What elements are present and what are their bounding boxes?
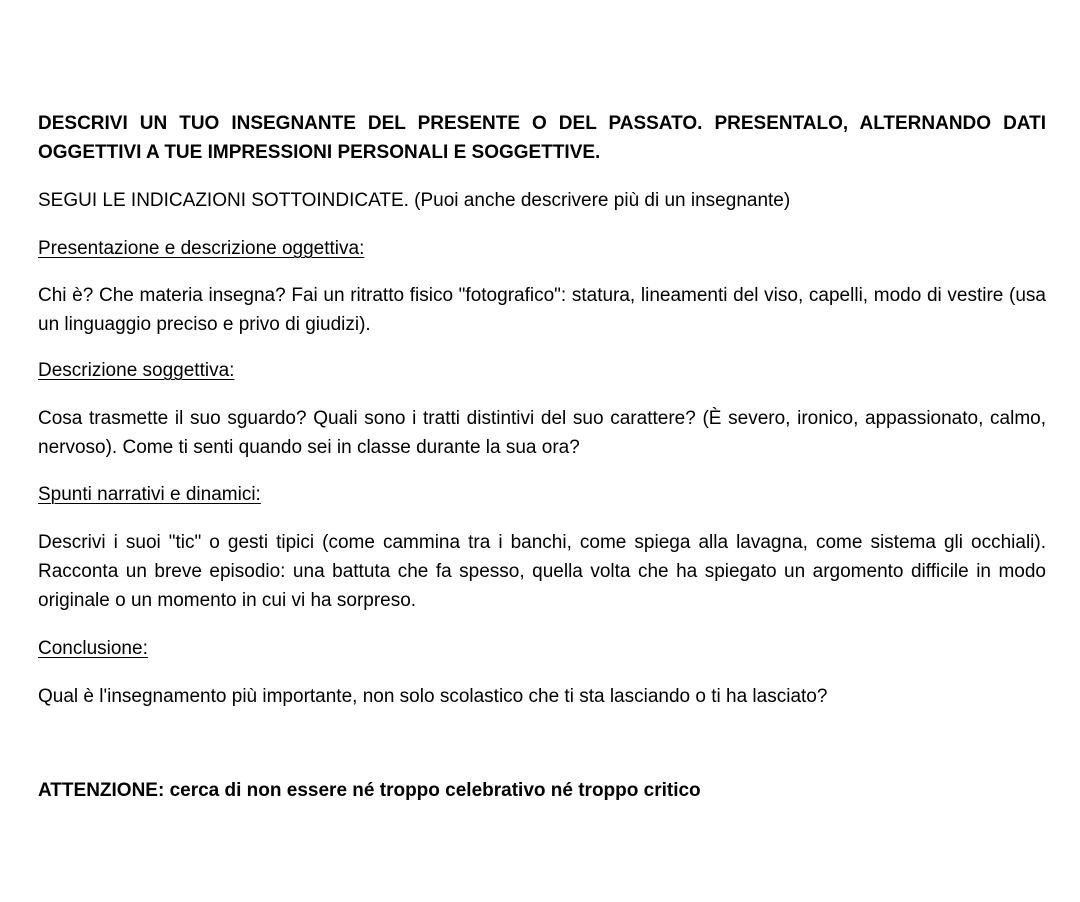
section-heading-narrative: Spunti narrativi e dinamici: — [38, 484, 261, 505]
section-body-narrative: Descrivi i suoi "tic" o gesti tipici (come cammina tra i banchi, come spiega alla lavagna, come sistema gli occhiali). Racconta un breve episodio: una battuta che fa spesso, quella volta che ha spiegato un argomento difficile in modo originale o un momento in cui vi ha sorpreso. — [38, 532, 1046, 611]
section-heading-objective: Presentazione e descrizione oggettiva: — [38, 238, 365, 259]
instructions-text: SEGUI LE INDICAZIONI SOTTOINDICATE. (Puoi anche descrivere più di un insegnante) — [38, 190, 791, 211]
warning-text: ATTENZIONE: cerca di non essere né troppo celebrativo né troppo critico — [38, 780, 701, 801]
section-body-subjective: Cosa trasmette il suo sguardo? Quali sono i tratti distintivi del suo carattere? (È severo, ironico, appassionato, calmo, nervoso). Come ti senti quando sei in classe durante la sua ora? — [38, 408, 1046, 458]
section-heading-conclusion: Conclusione: — [38, 638, 148, 659]
section-body-conclusion: Qual è l'insegnamento più importante, non solo scolastico che ti sta lasciando o ti ha lasciato? — [38, 686, 828, 707]
section-heading-subjective: Descrizione soggettiva: — [38, 360, 235, 381]
section-body-objective: Chi è? Che materia insegna? Fai un ritratto fisico "fotografico": statura, lineamenti del viso, capelli, modo di vestire (usa un linguaggio preciso e privo di giudizi). — [38, 285, 1046, 335]
document-title: DESCRIVI UN TUO INSEGNANTE DEL PRESENTE O DEL PASSATO. PRESENTALO, ALTERNANDO DATI OGGETTIVI A TUE IMPRESSIONI PERSONALI E SOGGETTIVE. — [38, 113, 1046, 163]
